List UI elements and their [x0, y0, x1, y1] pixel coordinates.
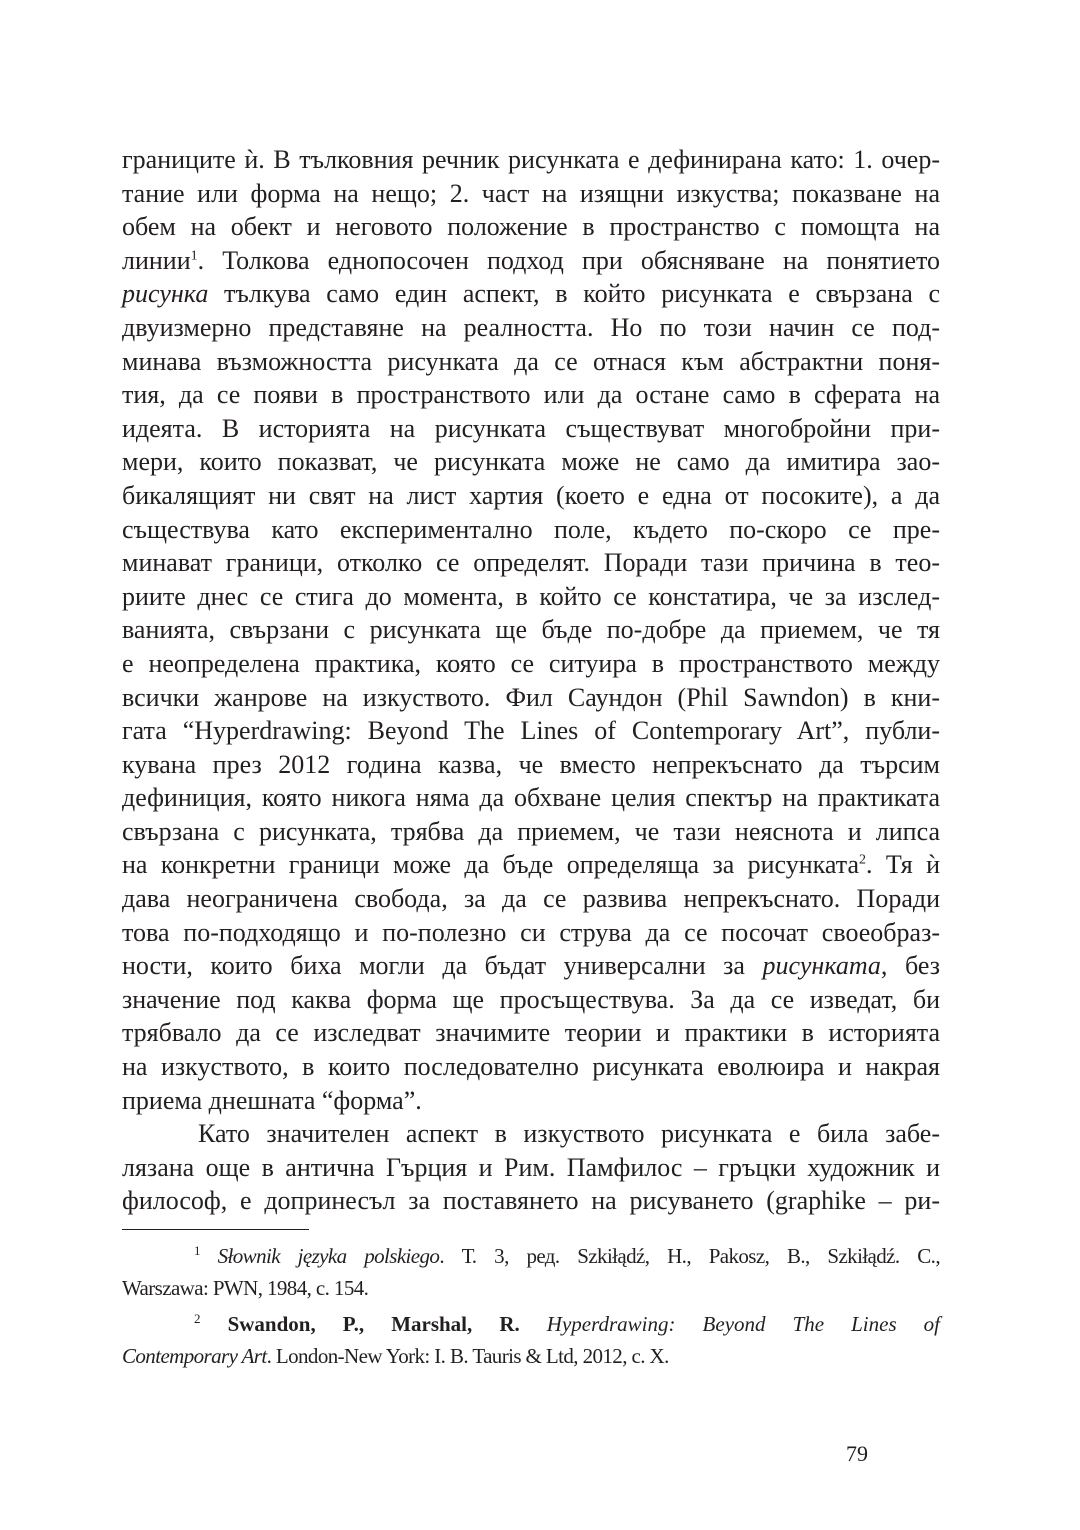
text-line: [122, 949, 940, 983]
footnote-title: Contemporary Art: [122, 1344, 267, 1368]
text-line: тание или форма на нещо; 2. част на изящни изкуства; показване на: [122, 178, 940, 208]
text-line: [122, 848, 940, 882]
text-fragment: на конкретни граници може да бъде определяща за рисунката: [122, 850, 859, 880]
text-line: значение под каква форма ще просъществува. За да се изведат, би: [122, 984, 940, 1014]
footnote-line: [122, 1240, 940, 1272]
text-fragment: тълкува само един аспект, в който рисунката е свързана с: [208, 279, 940, 309]
text-line: минава възможността рисунката да се отнася към абстрактни поня-: [122, 346, 940, 376]
text-line: тия, да се появи в пространството или да остане само в сферата на: [122, 380, 940, 410]
footnote-text: . London-New York: I. B. Tauris & Ltd, 2012, с. X.: [266, 1344, 669, 1368]
text-line: мери, които показват, че рисунката може не само да имитира зао-: [122, 447, 940, 477]
text-line: [122, 244, 940, 278]
text-line: идеята. В историята на рисунката съществуват многобройни при-: [122, 413, 940, 443]
text-line: съществува като експериментално поле, където по-скоро се пре-: [122, 514, 940, 544]
text-line: приема днешната “форма”.: [122, 1085, 422, 1115]
text-line: на изкуството, в които последователно рисунката еволюира и накрая: [122, 1052, 940, 1082]
text-line: кувана през 2012 година казва, че вместо непрекъснато да търсим: [122, 749, 940, 779]
italic-term: рисунка: [122, 279, 209, 309]
text-line: лязана още в антична Гърция и Рим. Памфилос – гръцки художник и: [122, 1152, 940, 1182]
footnote-title: Hyperdrawing: Beyond The Lines of: [546, 1312, 941, 1336]
text-line: ванията, свързани с рисунката ще бъде по-добре да приемем, че тя: [122, 615, 940, 645]
text-line: бикалящият ни свят на лист хартия (което е една от посоките), а да: [122, 480, 940, 510]
text-line: двуизмерно представяне на реалността. Но по този начин се под-: [122, 312, 940, 342]
text-line: свързана с рисунката, трябва да приемем, че тази неяснота и липса: [122, 816, 940, 846]
main-text: [122, 143, 940, 1218]
text-line: гата “Hyperdrawing: Beyond The Lines of Contemporary Art”, публи-: [122, 716, 940, 746]
text-line: философ, е допринесъл за поставянето на рисуването (graphike – ри-: [122, 1186, 940, 1216]
text-line: дава неограничена свобода, за да се развива непрекъснато. Поради: [122, 884, 940, 914]
text-fragment: . Толкова еднопосочен подход при обясняване на понятието: [197, 245, 940, 275]
footnote-divider: [122, 1229, 309, 1230]
text-fragment: без: [887, 951, 940, 981]
footnote-number: 1: [194, 1243, 200, 1258]
footnotes: [122, 1240, 940, 1372]
footnote-line: [122, 1308, 940, 1340]
page-body: [122, 143, 940, 1218]
paragraph: [122, 143, 940, 1117]
text-fragment: линии: [122, 245, 191, 275]
footnote-ref-1[interactable]: 1: [190, 248, 198, 264]
text-line: това по-подходящо и по-полезно си струва да се посочат своеобраз-: [122, 917, 940, 947]
footnote-authors: Swandon, P., Marshal, R.: [227, 1312, 520, 1336]
footnote-2: [122, 1308, 940, 1372]
text-fragment: ности, които биха могли да бъдат универсални за: [122, 951, 763, 981]
footnote-line: [122, 1340, 940, 1372]
text-line: Като значителен аспект в изкуството рисунката е била забе-: [198, 1119, 940, 1149]
text-line: обем на обект и неговото положение в пространство с помощта на: [122, 212, 940, 242]
footnote-ref-2[interactable]: 2: [858, 852, 866, 868]
text-line: всички жанрове на изкуството. Фил Саундон (Phil Sawndon) в кни-: [122, 682, 940, 712]
footnote-line: Warszawa: PWN, 1984, с. 154.: [122, 1276, 369, 1300]
footnote-text: . Т. 3, ред. Szkiłądź, H., Pakosz, B., Szkiłądź. C.,: [439, 1244, 940, 1268]
footnote-number: 2: [194, 1311, 201, 1326]
text-line: риите днес се стига до момента, в който се констатира, че за изслед-: [122, 581, 940, 611]
text-line: минават граници, отколко се определят. Поради тази причина в тео-: [122, 548, 940, 578]
page-number: 79: [846, 1441, 868, 1466]
paragraph: [122, 1117, 940, 1218]
text-line: [122, 277, 940, 311]
footnote-1: [122, 1240, 940, 1304]
text-line: дефиниция, която никога няма да обхване целия спектър на практиката: [122, 783, 940, 813]
italic-term: рисунката,: [762, 951, 888, 981]
text-line: трябвало да се изследват значимите теории и практики в историята: [122, 1018, 940, 1048]
text-fragment: . Тя ѝ: [865, 850, 941, 880]
text-line: е неопределена практика, която се ситуира в пространството между: [122, 648, 940, 678]
text-line: границите ѝ. В тълковния речник рисунката е дефинирана като: 1. очер-: [122, 145, 940, 174]
footnote-title: Słownik języka polskiego: [217, 1244, 440, 1268]
